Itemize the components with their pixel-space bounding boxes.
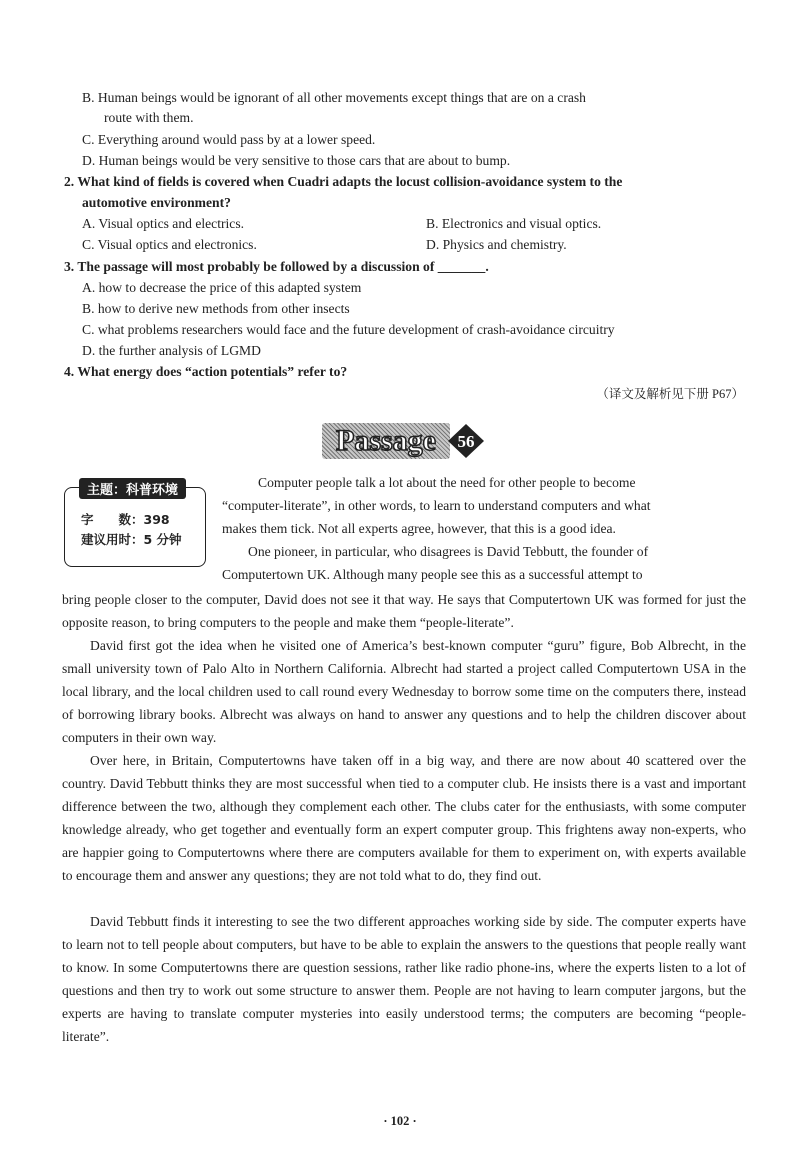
q2-stem-cont: automotive environment?: [82, 195, 231, 210]
q1-option-c: C. Everything around would pass by at a lower speed.: [82, 132, 376, 147]
p2-line-2: Computertown UK. Although many people see this as a successful attempt to: [222, 567, 643, 582]
q1-option-d: D. Human beings would be very sensitive to those cars that are about to bump.: [82, 153, 511, 168]
q4-stem: 4. What energy does “action potentials” refer to?: [64, 364, 348, 379]
paragraph-5: David Tebbutt finds it interesting to see the two different approaches working side by side. The computer experts have to learn not to tell people about computers, but have to be able to explain the answers to the questions that people really want to know. In some Computertowns there are question sessions, rather like radio phone-ins, where the experts listen to a lot of questions and then try to work out some structure to answer them. People are not having to learn computer jargons, but the experts are having to translate computer mysteries into easily understood terms; the computers are becoming “people-literate”.: [62, 914, 746, 1044]
q2-option-b: B. Electronics and visual optics.: [426, 216, 602, 231]
passage-number-badge: [446, 423, 486, 459]
q1-option-b: B. Human beings would be ignorant of all other movements except things that are on a crash: [82, 90, 586, 105]
suggested-time: 建议用时：5 分钟: [81, 532, 182, 547]
q3-option-a: A. how to decrease the price of this adapted system: [82, 280, 362, 295]
topic-info-box: [64, 483, 206, 567]
q2-option-c: C. Visual optics and electronics.: [82, 237, 257, 252]
p1-line-1: Computer people talk a lot about the need for other people to become: [258, 475, 636, 490]
paragraph-3: David first got the idea when he visited one of America’s best-known computer “guru” figure, Bob Albrecht, in the small university town of Palo Alto in Northern California. Albrecht had started a project called Computertown USA in the local library, and the local children used to call round every Wednesday to borrow some time on the computers there, instead of borrowing library books. Albrecht was always on hand to answer any questions and to help the children discover about computers in their own way.: [62, 638, 746, 745]
topic-label: 主题：科普环境: [79, 478, 186, 499]
p2-line-1: One pioneer, in particular, who disagrees is David Tebbutt, the founder of: [248, 544, 649, 559]
q3-option-d: D. the further analysis of LGMD: [82, 343, 261, 358]
q2-option-d: D. Physics and chemistry.: [426, 237, 567, 252]
p2-rest: bring people closer to the computer, David does not see it that way. He says that Computertown UK was formed for just the opposite reason, to bring computers to the people and make them “people-literate”.: [62, 592, 746, 630]
q3-option-c: C. what problems researchers would face and the future development of crash-avoidance circuitry: [82, 322, 615, 337]
paragraph-4: Over here, in Britain, Computertowns have taken off in a big way, and there are now about 40 scattered over the country. David Tebbutt thinks they are most successful when tied to a computer club. He insists there is a vast and important difference between the two, although they complement each other. The clubs cater for the enthusiasts, with some computer knowledge already, who get together and eventually form an expert computer group. This frightens away non-experts, who are happier going to Computertowns where there are computers available for them to experiment on, with experts available to encourage them and answer any questions; they are not told what to do, they find out.: [62, 753, 746, 883]
q2-option-a: A. Visual optics and electrics.: [82, 216, 245, 231]
q2-stem: 2. What kind of fields is covered when Cuadri adapts the locust collision-avoidance system to the: [64, 174, 623, 189]
p1-line-2: “computer-literate”, in other words, to learn to understand computers and what: [222, 498, 651, 513]
page-number: · 102 ·: [383, 1114, 417, 1128]
p1-line-3: makes them tick. Not all experts agree, however, that this is a good idea.: [222, 521, 616, 536]
passage-number: 56: [457, 432, 475, 451]
answer-reference: （译文及解析见下册 P67）: [596, 387, 744, 401]
q3-option-b: B. how to derive new methods from other insects: [82, 301, 350, 316]
q1-option-b-cont: route with them.: [104, 110, 194, 125]
q3-stem: 3. The passage will most probably be followed by a discussion of _______.: [64, 259, 489, 274]
passage-banner: [322, 423, 494, 461]
passage-title: Passage: [322, 423, 450, 459]
word-count: 字 数：398: [81, 512, 170, 527]
